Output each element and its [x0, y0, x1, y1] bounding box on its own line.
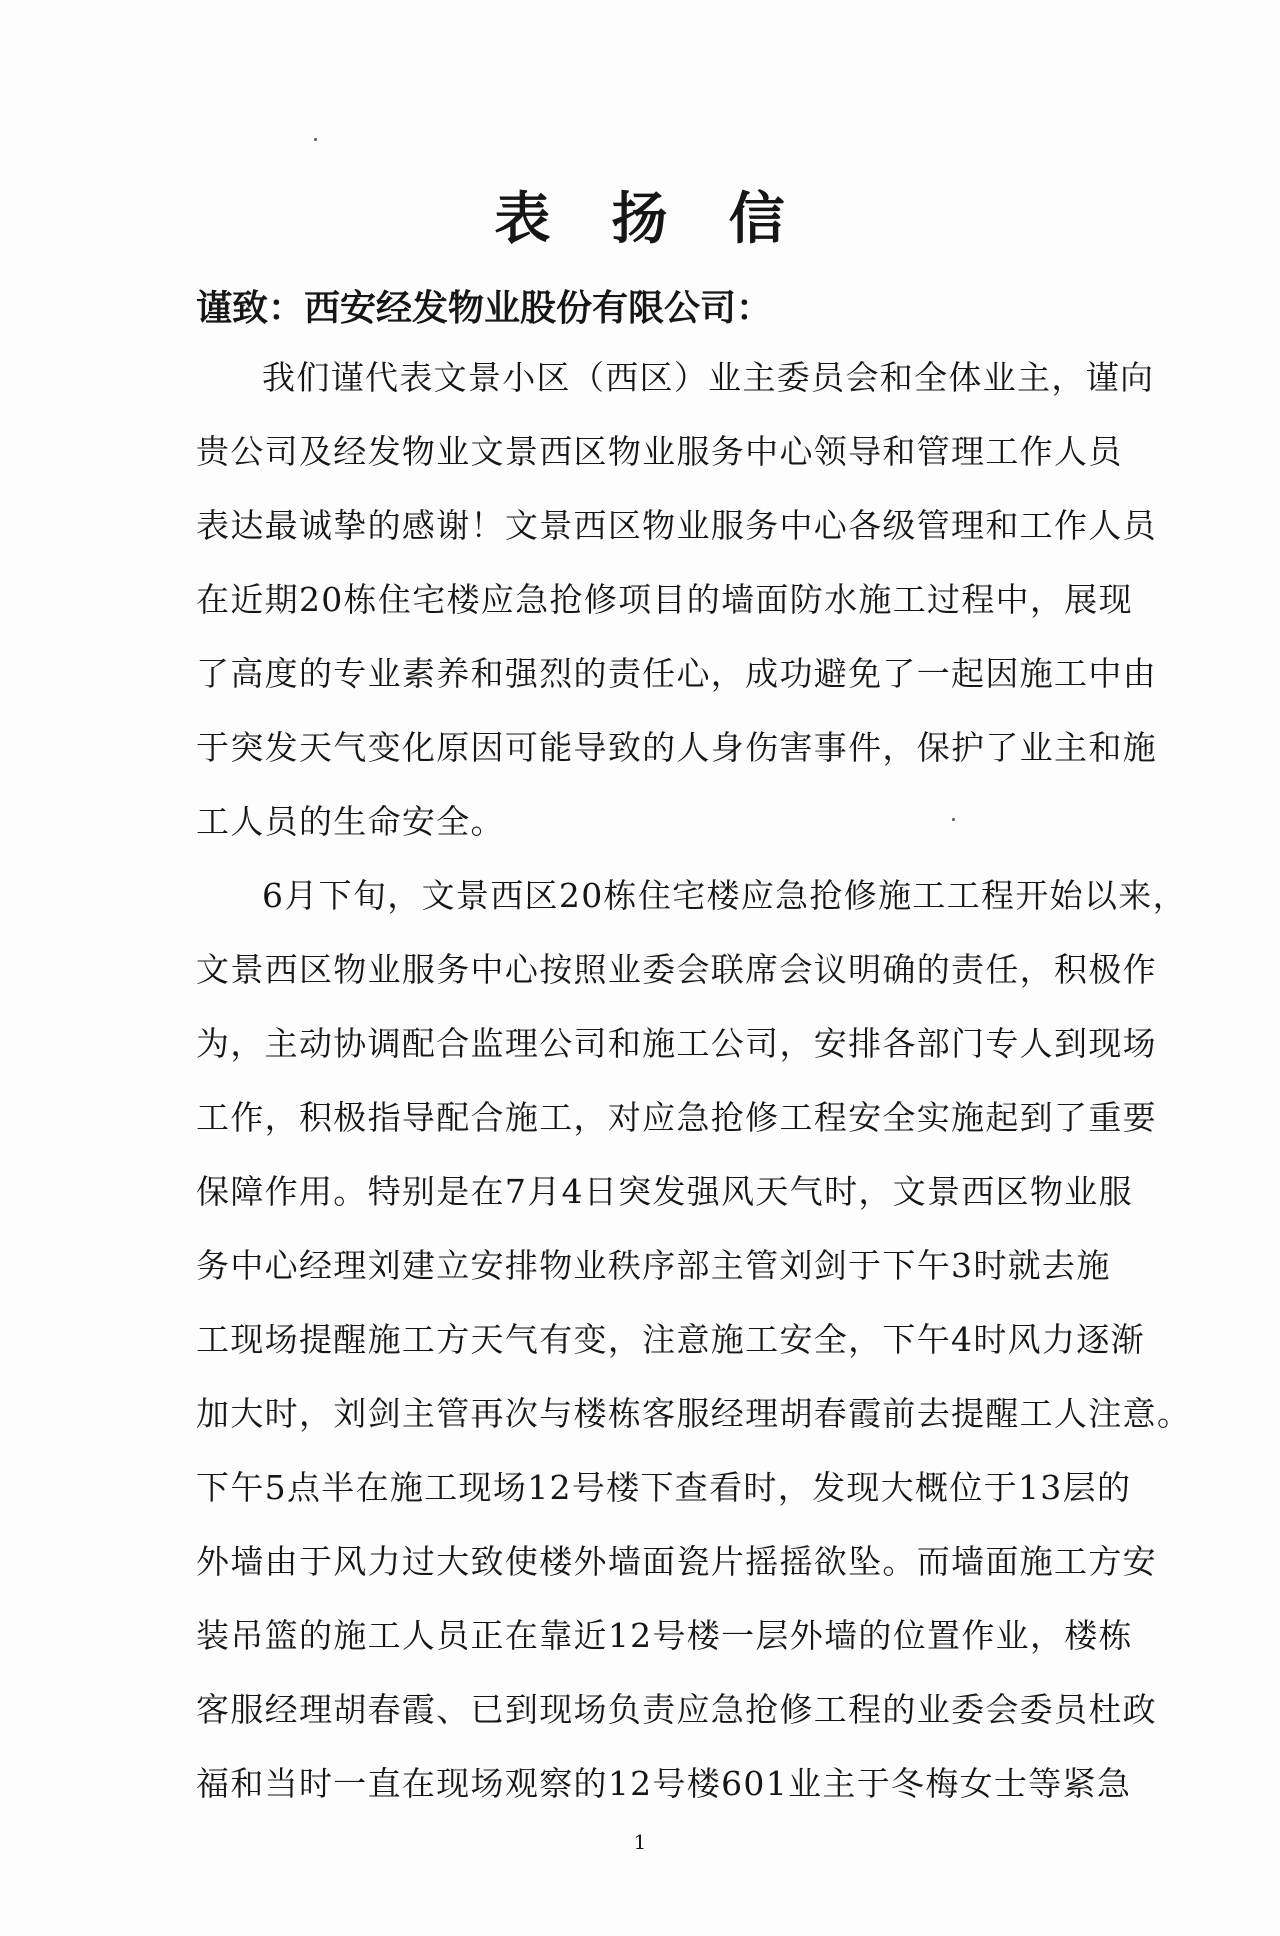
- body-line: 装吊篮的施工人员正在靠近12号楼一层外墙的位置作业，楼栋: [196, 1616, 1133, 1655]
- body-line: 福和当时一直在现场观察的12号楼601业主于冬梅女士等紧急: [196, 1764, 1132, 1803]
- body-line: 客服经理胡春霞、已到现场负责应急抢修工程的业委会委员杜政: [196, 1690, 1157, 1729]
- body-line: 保障作用。特别是在7月4日突发强风天气时，文景西区物业服: [196, 1172, 1133, 1211]
- body-line: 表达最诚挚的感谢！文景西区物业服务中心各级管理和工作人员: [196, 506, 1157, 545]
- body-line: 为，主动协调配合监理公司和施工公司，安排各部门专人到现场: [196, 1024, 1157, 1063]
- title-char: 扬: [611, 186, 669, 252]
- body-line: 于突发天气变化原因可能导致的人身伤害事件，保护了业主和施: [196, 728, 1157, 767]
- body-line: 加大时，刘剑主管再次与楼栋客服经理胡春霞前去提醒工人注意。: [196, 1394, 1192, 1433]
- body-line: 6月下旬，文景西区20栋住宅楼应急抢修施工工程开始以来，: [262, 876, 1187, 915]
- body-line: 我们谨代表文景小区（西区）业主委员会和全体业主，谨向: [262, 358, 1155, 397]
- document-title: [0, 175, 1280, 255]
- body-line: 务中心经理刘建立安排物业秩序部主管刘剑于下午3时就去施: [196, 1246, 1111, 1285]
- salutation: 谨致：西安经发物业股份有限公司：: [196, 287, 773, 329]
- body-line: 工作，积极指导配合施工，对应急抢修工程安全实施起到了重要: [196, 1098, 1157, 1137]
- body-line: 在近期20栋住宅楼应急抢修项目的墙面防水施工过程中，展现: [196, 580, 1133, 619]
- body-line: 外墙由于风力过大致使楼外墙面瓷片摇摇欲坠。而墙面施工方安: [196, 1542, 1157, 1581]
- title-char: 表: [494, 186, 552, 252]
- page-number: 1: [633, 1830, 647, 1854]
- body-line: 贵公司及经发物业文景西区物业服务中心领导和管理工作人员: [196, 432, 1123, 471]
- body-line: 工人员的生命安全。: [196, 802, 505, 841]
- body-line: 文景西区物业服务中心按照业委会联席会议明确的责任，积极作: [196, 950, 1157, 989]
- body-line: 了高度的专业素养和强烈的责任心，成功避免了一起因施工中由: [196, 654, 1157, 693]
- body-line: 工现场提醒施工方天气有变，注意施工安全，下午4时风力逐渐: [196, 1320, 1145, 1359]
- title-char: 信: [728, 186, 786, 252]
- scan-speck-mark: [952, 818, 955, 821]
- body-line: 下午5点半在施工现场12号楼下查看时，发现大概位于13层的: [196, 1468, 1132, 1507]
- scan-speck-mark: [314, 138, 317, 141]
